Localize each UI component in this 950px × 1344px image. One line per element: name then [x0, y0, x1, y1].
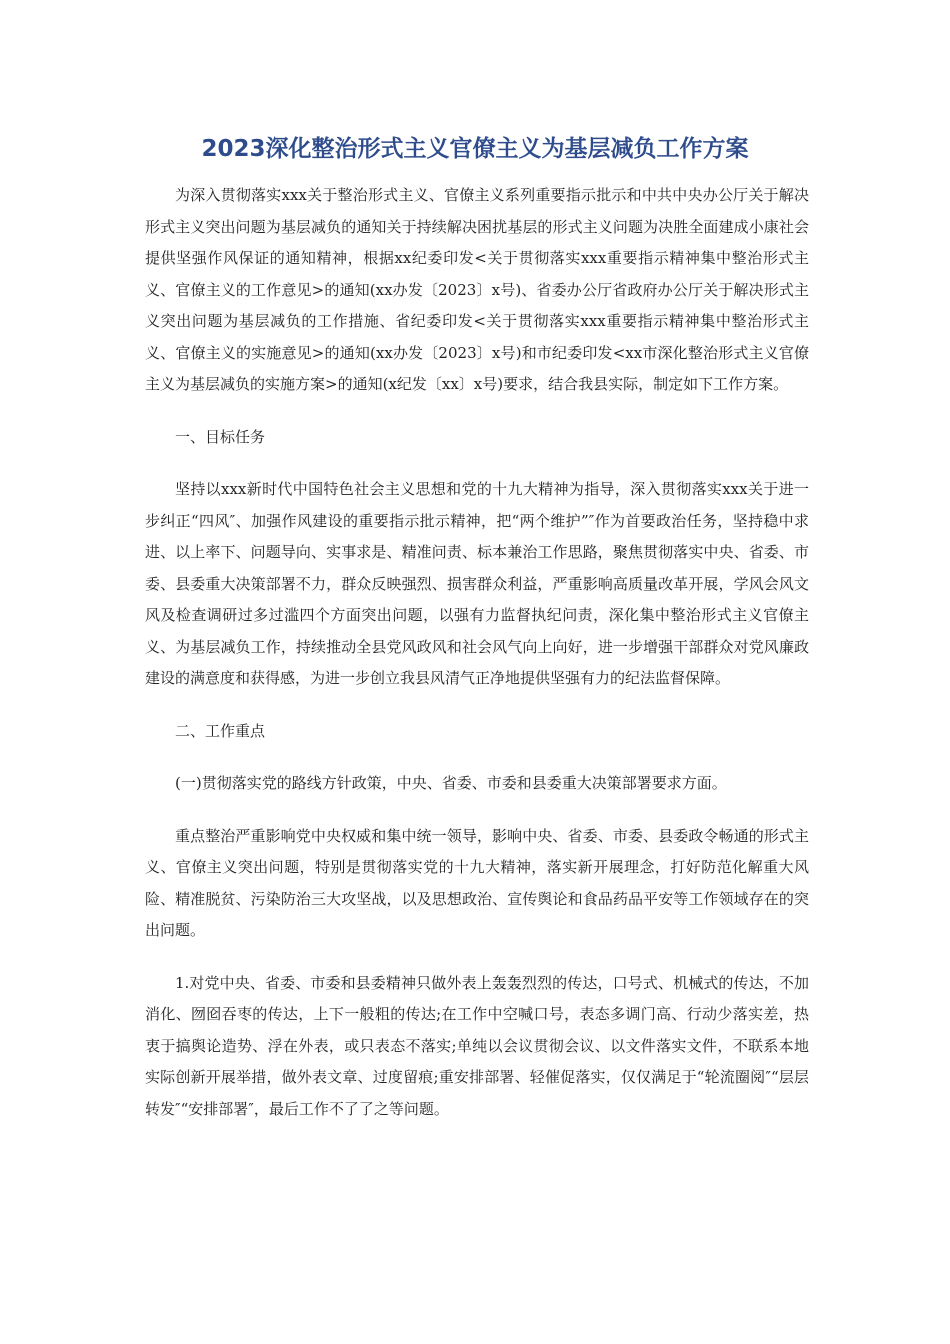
intro-paragraph: 为深入贯彻落实xxx关于整治形式主义、官僚主义系列重要指示批示和中共中央办公厅关于解决形式主义突出问题为基层减负的通知关于持续解决困扰基层的形式主义问题为决胜全面建成小康社会提供坚强作风保证的通知精神，根据xx纪委印发<关于贯彻落实xxx重要指示精神集中整治形式主义、官僚主义的工作意见>的通知(xx办发〔2023〕x号)、省委办公厅省政府办公厅关于解决形式主义突出问题为基层减负的工作措施、省纪委印发<关于贯彻落实xxx重要指示精神集中整治形式主义、官僚主义的实施意见>的通知(xx办发〔2023〕x号)和市纪委印发<xx市深化整治形式主义官僚主义为基层减负的实施方案>的通知(x纪发〔xx〕x号)要求，结合我县实际，制定如下工作方案。	[145, 186, 809, 393]
item-1-paragraph: 1.对党中央、省委、市委和县委精神只做外表上轰轰烈烈的传达，口号式、机械式的传达，不加消化、囫囵吞枣的传达，上下一般粗的传达;在工作中空喊口号，表态多调门高、行动少落实差，热衷于搞舆论造势、浮在外表，或只表态不落实;单纯以会议贯彻会议、以文件落实文件，不联系本地实际创新开展举措，做外表文章、过度留痕;重安排部署、轻催促落实，仅仅满足于“轮流圈阅″“层层转发″“安排部署″，最后工作不了了之等问题。	[145, 973, 809, 1118]
section-heading-key-work: 二、工作重点	[175, 721, 266, 740]
document-body	[145, 180, 809, 1146]
subsection-heading-1: (一)贯彻落实党的路线方针政策，中央、省委、市委和县委重大决策部署要求方面。	[175, 774, 727, 792]
document-title: 2023深化整治形式主义官僚主义为基层减负工作方案	[201, 136, 749, 162]
key-rectification-paragraph: 重点整治严重影响党中央权威和集中统一领导，影响中央、省委、市委、县委政令畅通的形式主义、官僚主义突出问题，特别是贯彻落实党的十九大精神，落实新开展理念，打好防范化解重大风险、精准脱贫、污染防治三大攻坚战，以及思想政治、宣传舆论和食品药品平安等工作领域存在的突出问题。	[145, 826, 809, 939]
section-heading-goals: 一、目标任务	[175, 427, 266, 446]
goals-paragraph: 坚持以xxx新时代中国特色社会主义思想和党的十九大精神为指导，深入贯彻落实xxx关于进一步纠正“四风″、加强作风建设的重要指示批示精神，把“两个维护”″作为首要政治任务，坚持稳中求进、以上率下、问题导向、实事求是、精准问责、标本兼治工作思路，聚焦贯彻落实中央、省委、市委、县委重大决策部署不力，群众反映强烈、损害群众利益，严重影响高质量改革开展，学风会风文风及检查调研过多过滥四个方面突出问题，以强有力监督执纪问责，深化集中整治形式主义官僚主义、为基层减负工作，持续推动全县党风政风和社会风气向上向好，进一步增强干部群众对党风廉政建设的满意度和获得感，为进一步创立我县风清气正净地提供坚强有力的纪法监督保障。	[145, 480, 809, 687]
